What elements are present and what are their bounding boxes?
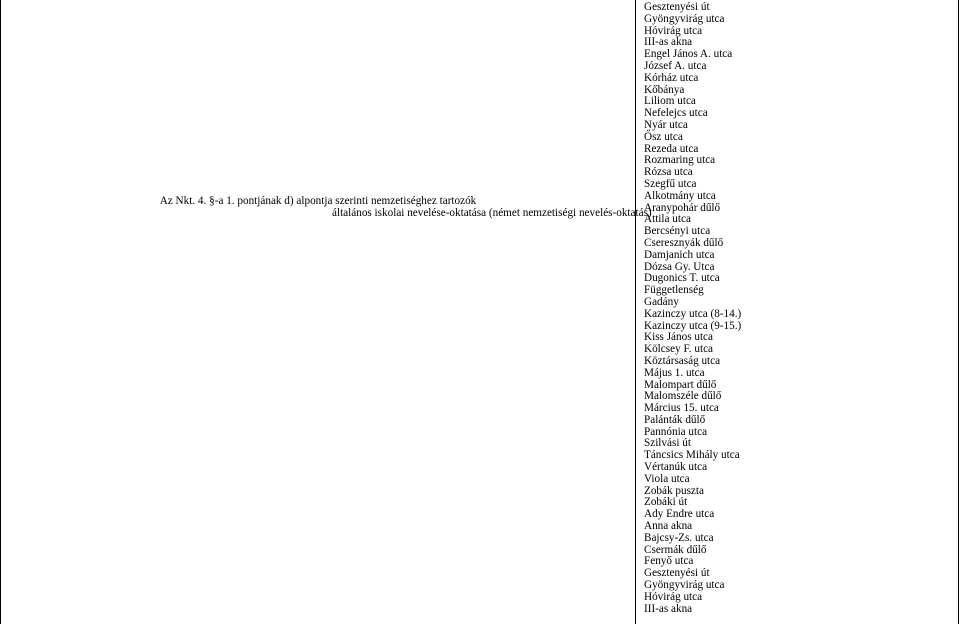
street-item: Gadány [644,295,679,308]
street-item: Március 15. utca [644,402,719,415]
street-item: Rózsa utca [644,166,693,179]
street-item: Szegfű utca [644,177,697,190]
street-item: Hóvirág utca [644,590,703,603]
street-item: Kőbánya [644,83,685,96]
street-item: Gesztenyési út [644,567,710,580]
street-item: Vértanúk utca [644,461,708,474]
table-column-divider [635,0,636,624]
street-item: Kórház utca [644,71,699,84]
street-item: Dózsa Gy. Utca [644,260,715,273]
street-item: Bercsényi utca [644,225,711,238]
street-item: Liliom utca [644,95,696,108]
street-item: Ősz utca [644,130,683,143]
street-item: Alkotmány utca [644,189,716,202]
street-item: Kölcsey F. utca [644,343,714,356]
street-item: Malompart dűlő [644,378,717,391]
street-item: Május 1. utca [644,366,705,379]
street-item: Damjanich utca [644,248,715,261]
street-item: Csermák dűlő [644,543,707,556]
street-item: Anna akna [644,520,693,533]
street-item: Köztársaság utca [644,354,721,367]
street-item: Nefelejcs utca [644,107,708,120]
street-item: Kazinczy utca (9-15.) [644,319,742,332]
street-item: Cseresznyák dűlő [644,236,724,249]
street-item: Zobák puszta [644,484,704,497]
street-item: Bajcsy-Zs. utca [644,531,714,544]
street-item: Táncsics Mihály utca [644,449,740,462]
street-item: III-as akna [644,36,693,49]
street-item: József A. utca [644,59,707,72]
street-item: Rozmaring utca [644,154,716,167]
street-item: Viola utca [644,472,690,485]
street-item: III-as akna [644,602,693,615]
street-item: Palánták dűlő [644,413,706,426]
category-cell [4,195,652,220]
street-item: Engel János A. utca [644,48,733,61]
category-text-line-1: Az Nkt. 4. §-a 1. pontjának d) alpontja szerinti nemzetiséghez tartozók [159,195,477,207]
street-item: Nyár utca [644,118,688,131]
street-item: Függetlenség [644,284,704,297]
street-item: Attila utca [644,213,691,226]
street-item: Aranypohár dűlő [644,201,721,214]
street-item: Gyöngyvirág utca [644,12,725,25]
street-item: Hóvirág utca [644,24,703,37]
street-item: Gesztenyési út [644,1,710,13]
street-list [644,2,954,615]
street-item: Malomszéle dűlő [644,390,722,403]
table-border-right [958,0,959,624]
street-item: Kazinczy utca (8-14.) [644,307,742,320]
street-item: Dugonics T. utca [644,272,720,285]
street-item: Gyöngyvirág utca [644,579,725,592]
street-item: Fenyő utca [644,555,694,568]
street-item: Pannónia utca [644,425,708,438]
street-item: Ady Endre utca [644,508,715,521]
street-item: Szilvási út [644,437,691,450]
street-item: Rezeda utca [644,142,699,155]
table-border-left [0,0,1,624]
category-text-line-2: általános iskolai nevelése-oktatása (német nemzetiségi nevelés-oktatás) [332,206,652,219]
street-item: Zobáki út [644,496,688,509]
street-item: Kiss János utca [644,331,713,344]
